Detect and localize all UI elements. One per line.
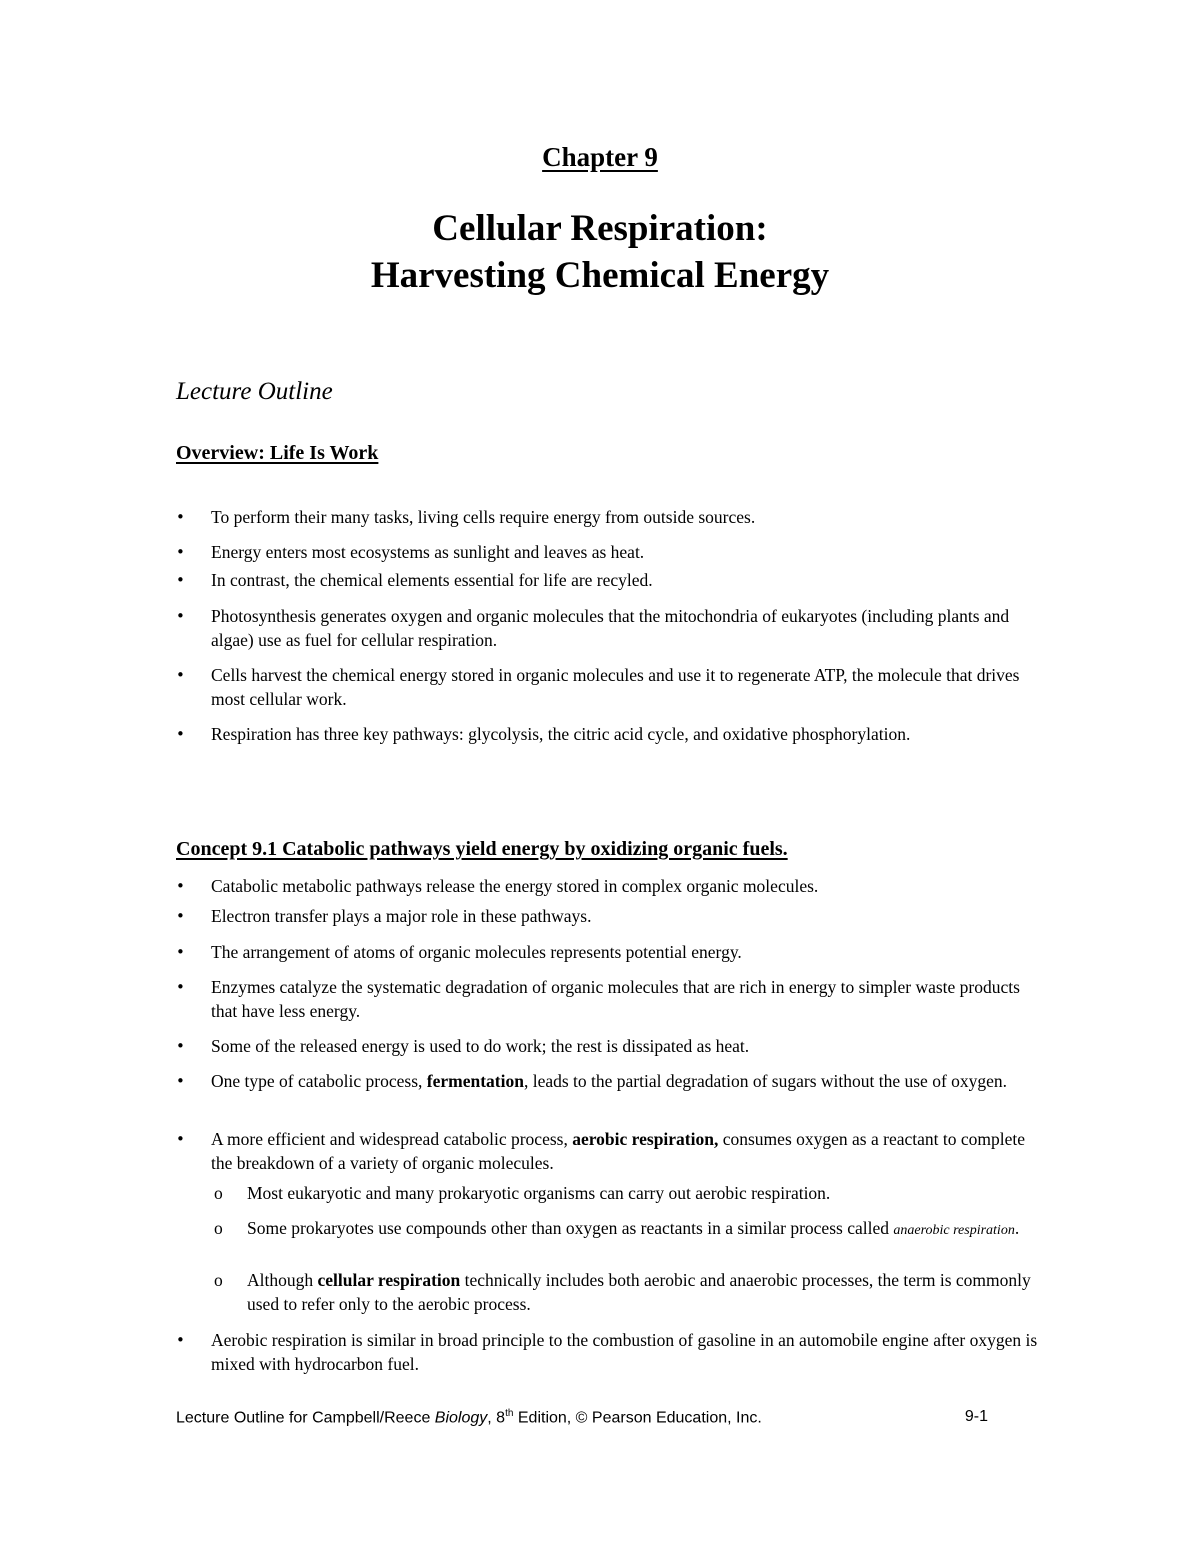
concept-heading: Concept 9.1 Catabolic pathways yield energy by oxidizing organic fuels. xyxy=(176,838,788,860)
text-run: A more efficient and widespread catabolic process, xyxy=(211,1129,573,1149)
text-run: technically includes both aerobic and anaerobic processes, the term is commonly used to refer only to the aerobic process. xyxy=(247,1270,1031,1314)
list-item: • Photosynthesis generates oxygen and organic molecules that the mitochondria of eukaryotes (including plants and algae) use as fuel for cellular respiration. xyxy=(176,604,1046,652)
sub-list-item xyxy=(176,1216,1046,1243)
footer-text: Edition, © Pearson Education, Inc. xyxy=(513,1409,762,1427)
footer-text: , 8 xyxy=(487,1409,506,1427)
term-cellular-respiration: cellular respiration xyxy=(317,1270,461,1290)
list-item: • In contrast, the chemical elements essential for life are recyled. xyxy=(176,568,1046,592)
text-run: Some prokaryotes use compounds other than oxygen as reactants in a similar process called xyxy=(247,1218,894,1238)
list-item xyxy=(176,1069,1046,1093)
list-item: • To perform their many tasks, living cells require energy from outside sources. xyxy=(176,505,1046,529)
list-item: • The arrangement of atoms of organic molecules represents potential energy. xyxy=(176,940,1046,964)
term-anaerobic-respiration: anaerobic respiration xyxy=(893,1223,1015,1238)
term-aerobic-respiration: aerobic respiration, xyxy=(572,1129,719,1149)
overview-heading: Overview: Life Is Work xyxy=(176,442,379,464)
list-item: • Aerobic respiration is similar in broad principle to the combustion of gasoline in an automobile engine after oxygen is mixed with hydrocarbon fuel. xyxy=(176,1328,1046,1376)
list-item: • Cells harvest the chemical energy stored in organic molecules and use it to regenerate ATP, the molecule that drives most cellular work. xyxy=(176,663,1046,711)
list-item: • Energy enters most ecosystems as sunlight and leaves as heat. xyxy=(176,540,1046,564)
list-item: • Catabolic metabolic pathways release the energy stored in complex organic molecules. xyxy=(176,874,1046,898)
list-item: • Respiration has three key pathways: glycolysis, the citric acid cycle, and oxidative phosphorylation. xyxy=(176,722,1046,746)
list-item xyxy=(176,1127,1046,1175)
list-item: • Enzymes catalyze the systematic degradation of organic molecules that are rich in energy to simpler waste products that have less energy. xyxy=(176,975,1046,1023)
chapter-number: Chapter 9 xyxy=(542,142,658,172)
footer-book-title: Biology xyxy=(434,1409,488,1427)
text-run: , leads to the partial degradation of sugars without the use of oxygen. xyxy=(523,1071,1008,1091)
list-item: • Electron transfer plays a major role in these pathways. xyxy=(176,904,1046,928)
sub-list-item xyxy=(176,1268,1046,1316)
list-item: • Some of the released energy is used to do work; the rest is dissipated as heat. xyxy=(176,1034,1046,1058)
text-run: One type of catabolic process, xyxy=(211,1071,427,1091)
sub-list-item: o Most eukaryotic and many prokaryotic organisms can carry out aerobic respiration. xyxy=(176,1181,1046,1205)
page-number: 9-1 xyxy=(964,1408,988,1425)
page-title-line-2: Harvesting Chemical Energy xyxy=(370,255,830,296)
text-run: Although xyxy=(247,1270,318,1290)
term-fermentation: fermentation xyxy=(426,1071,524,1091)
text-run: . xyxy=(1014,1218,1020,1238)
text-run: consumes oxygen as a reactant to complete the breakdown of a variety of organic molecules. xyxy=(211,1129,1025,1173)
lecture-outline-heading: Lecture Outline xyxy=(176,378,333,405)
footer-superscript: th xyxy=(505,1408,514,1419)
page-title-line-1: Cellular Respiration: xyxy=(432,208,768,249)
footer-text: Lecture Outline for Campbell/Reece xyxy=(176,1409,435,1427)
page-footer xyxy=(176,1408,988,1427)
